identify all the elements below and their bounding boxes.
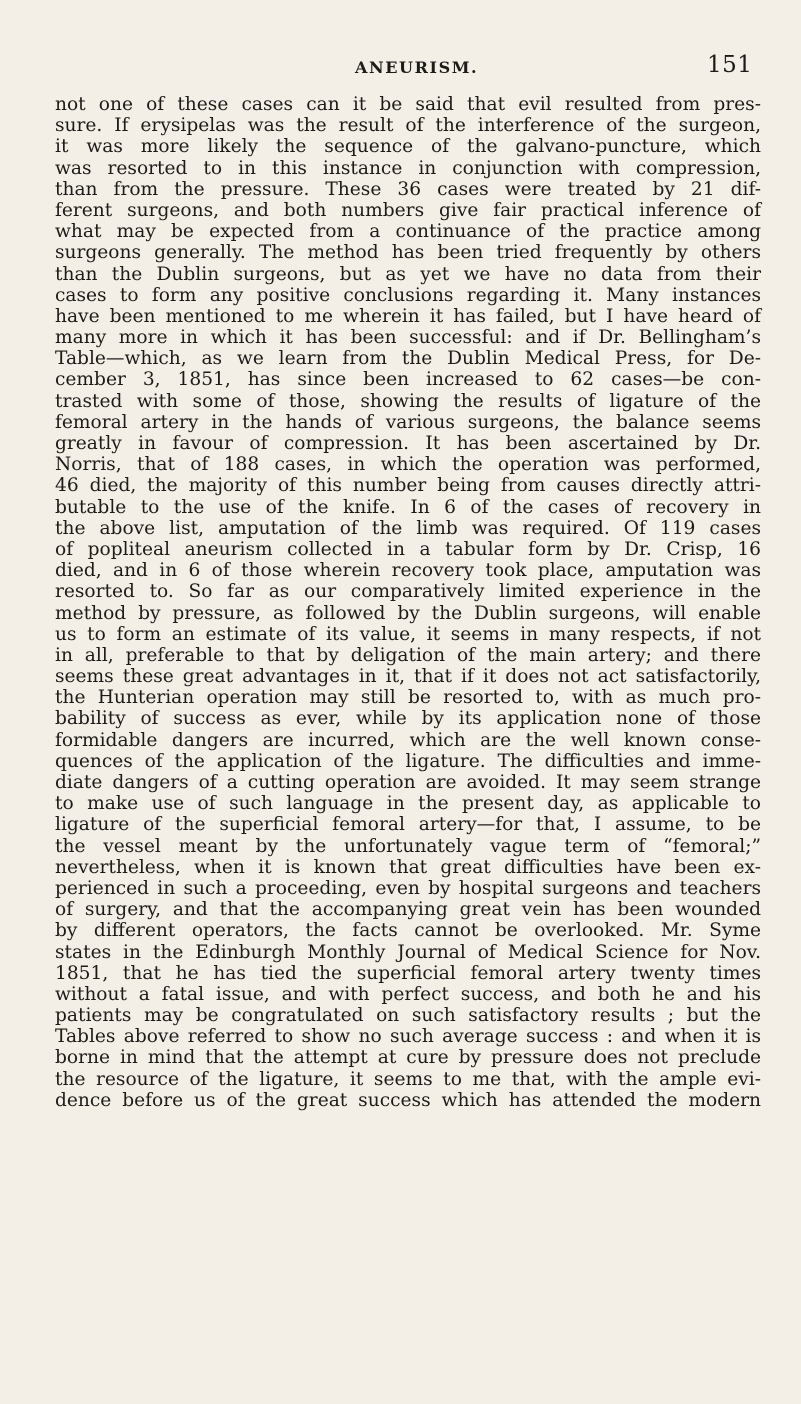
text-line: seems these great advantages in it, that if it does not act satisfactorily,	[55, 666, 761, 688]
text-line: diate dangers of a cutting operation are avoided. It may seem strange	[55, 772, 761, 793]
text-line: cember 3, 1851, has since been increased to 62 cases—be con-	[55, 369, 761, 391]
text-line: trasted with some of those, showing the results of ligature of the	[55, 390, 761, 412]
text-line: without a fatal issue, and with perfect success, and both he and his	[55, 983, 761, 1005]
text-line: in all, preferable to that by deligation of the main artery; and there	[55, 644, 761, 666]
text-line: surgeons generally. The method has been tried frequently by others	[55, 242, 761, 264]
text-line: 1851, that he has tied the superficial femoral artery twenty times	[55, 962, 761, 984]
text-line: it was more likely the sequence of the galvano-puncture, which	[55, 136, 761, 158]
text-line: greatly in favour of compression. It has been ascertained by Dr.	[55, 433, 761, 454]
text-line: Tables above referred to show no such average success : and when it is	[55, 1026, 761, 1048]
text-line: many more in which it has been successful: and if Dr. Bellingham’s	[55, 327, 761, 349]
text-line: have been mentioned to me wherein it has failed, but I have heard of	[55, 305, 761, 327]
text-line: of popliteal aneurism collected in a tabular form by Dr. Crisp, 16	[55, 538, 761, 560]
running-head-title: ANEURISM.	[355, 58, 479, 77]
text-line: of surgery, and that the accompanying great vein has been wounded	[55, 899, 761, 921]
body-text	[55, 94, 761, 1111]
text-line: died, and in 6 of those wherein recovery took place, amputation was	[55, 560, 761, 582]
text-line: dence before us of the great success which has attended the modern	[55, 1089, 761, 1111]
text-line: than from the pressure. These 36 cases were treated by 21 dif-	[55, 178, 761, 200]
text-line: ligature of the superficial femoral artery—for that, I assume, to be	[55, 814, 761, 836]
text-line: was resorted to in this instance in conjunction with compression,	[55, 157, 761, 179]
text-line: than the Dublin surgeons, but as yet we have no data from their	[55, 263, 761, 285]
text-line: the above list, amputation of the limb was required. Of 119 cases	[55, 517, 761, 539]
text-line: butable to the use of the knife. In 6 of the cases of recovery in	[55, 496, 761, 518]
text-line: sure. If erysipelas was the result of the interference of the surgeon,	[55, 115, 761, 137]
text-line: patients may be congratulated on such satisfactory results ; but the	[55, 1005, 761, 1027]
text-line: borne in mind that the attempt at cure by pressure does not preclude	[55, 1047, 761, 1069]
text-line: method by pressure, as followed by the Dublin surgeons, will enable	[55, 602, 761, 624]
text-line: the resource of the ligature, it seems to me that, with the ample evi-	[55, 1068, 761, 1090]
text-line: quences of the application of the ligature. The difficulties and imme-	[55, 750, 761, 772]
text-line: by different operators, the facts cannot be overlooked. Mr. Syme	[55, 920, 761, 942]
text-line: not one of these cases can it be said that evil resulted from pres-	[55, 94, 761, 115]
text-line: what may be expected from a continuance of the practice among	[55, 221, 761, 243]
text-line: states in the Edinburgh Monthly Journal of Medical Science for Nov.	[55, 941, 761, 963]
text-line: Table—which, as we learn from the Dublin Medical Press, for De-	[55, 348, 761, 370]
text-line: ferent surgeons, and both numbers give fair practical inference of	[55, 199, 761, 221]
text-line: us to form an estimate of its value, it seems in many respects, if not	[55, 623, 761, 645]
text-line: formidable dangers are incurred, which are the well known conse-	[55, 729, 761, 751]
text-line: resorted to. So far as our comparatively limited experience in the	[55, 581, 761, 603]
text-line: bability of success as ever, while by its application none of those	[55, 708, 761, 730]
text-line: to make use of such language in the present day, as applicable to	[55, 793, 761, 815]
text-line: nevertheless, when it is known that great difficulties have been ex-	[55, 856, 761, 878]
text-line: femoral artery in the hands of various surgeons, the balance seems	[55, 411, 761, 433]
text-line: cases to form any positive conclusions regarding it. Many instances	[55, 284, 761, 306]
text-line: perienced in such a proceeding, even by hospital surgeons and teachers	[55, 877, 761, 899]
page-number: 151	[707, 52, 753, 78]
text-line: the Hunterian operation may still be resorted to, with as much pro-	[55, 687, 761, 709]
text-line: Norris, that of 188 cases, in which the operation was performed,	[55, 454, 761, 476]
text-line: the vessel meant by the unfortunately vague term of “femoral;”	[55, 835, 761, 857]
text-line: 46 died, the majority of this number being from causes directly attri-	[55, 475, 761, 497]
